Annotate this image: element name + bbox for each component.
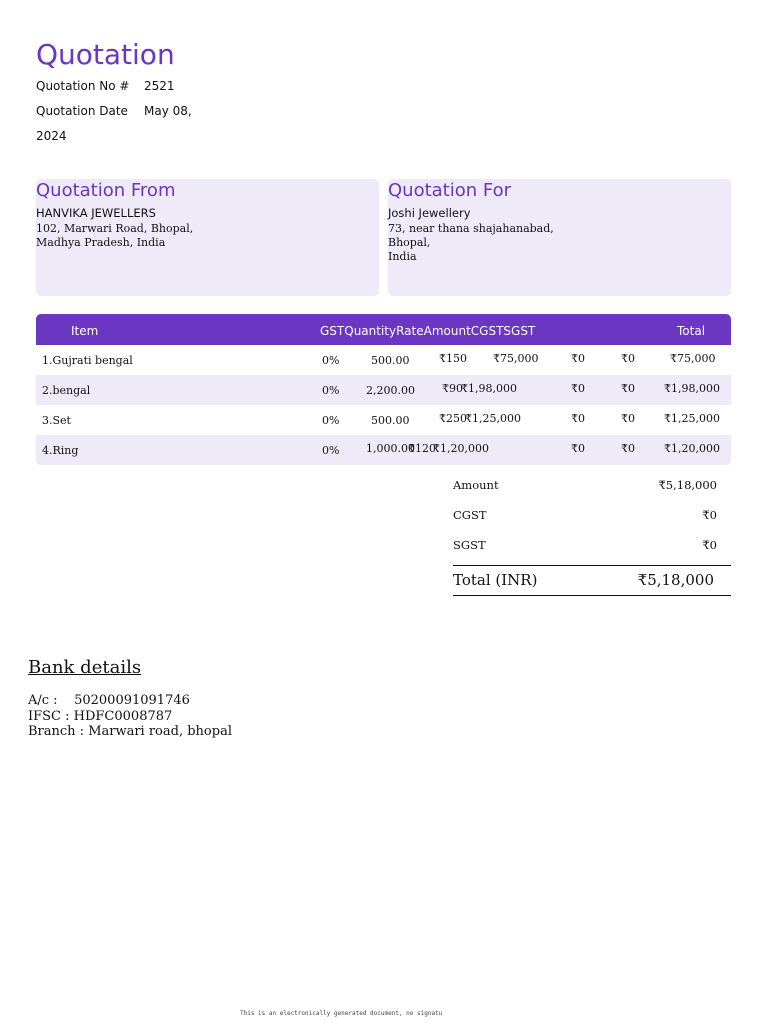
- cell-item: 2.bengal: [42, 384, 91, 397]
- grand-total-value: ₹5,18,000: [637, 571, 714, 589]
- cell-qty: 500.00: [371, 354, 410, 367]
- seller-address: [36, 222, 236, 250]
- cell-rate: ₹90: [442, 382, 463, 395]
- table-row: [36, 345, 731, 375]
- quotation-date-label: Quotation Date: [36, 104, 128, 118]
- grand-total: [453, 565, 731, 596]
- cell-gst: 0%: [322, 354, 340, 367]
- cell-rate: ₹150: [439, 352, 467, 365]
- cell-qty: 500.00: [371, 414, 410, 427]
- quotation-for-heading: Quotation For: [388, 180, 512, 201]
- cell-item: 3.Set: [42, 414, 71, 427]
- cell-qty: 2,200.00: [366, 384, 415, 397]
- footer-note: This is an electronically generated document, no signatu: [240, 1010, 443, 1017]
- cell-total: ₹75,000: [670, 352, 716, 365]
- cell-total: ₹1,20,000: [664, 442, 720, 455]
- totals-cgst-label: CGST: [453, 508, 487, 522]
- totals-sgst: [453, 538, 731, 568]
- cell-gst: 0%: [322, 414, 340, 427]
- header-item: Item: [71, 324, 99, 338]
- buyer-name: Joshi Jewellery: [388, 206, 471, 220]
- quotation-number: [36, 79, 175, 93]
- bank-details-heading: Bank details: [28, 657, 142, 678]
- cell-item: 4.Ring: [42, 444, 79, 457]
- cell-cgst: ₹0: [571, 412, 585, 425]
- totals-cgst-value: ₹0: [702, 508, 717, 522]
- cell-qty: 1,000.00: [366, 442, 415, 455]
- bank-ifsc: IFSC : HDFC0008787: [28, 709, 173, 724]
- header-total: Total: [677, 324, 706, 338]
- quotation-for-panel: [388, 179, 731, 296]
- cell-amount: ₹1,25,000: [465, 412, 521, 425]
- cell-sgst: ₹0: [621, 352, 635, 365]
- table-row: [36, 375, 731, 405]
- totals-amount: [453, 478, 731, 508]
- quotation-number-value: 2521: [144, 79, 175, 93]
- quotation-date-value: May 08,: [144, 104, 192, 118]
- cell-rate: ₹250: [439, 412, 467, 425]
- header-middle: GSTQuantityRateAmountCGSTSGST: [320, 324, 536, 338]
- cell-sgst: ₹0: [621, 442, 635, 455]
- cell-item: 1.Gujrati bengal: [42, 354, 133, 367]
- quotation-from-heading: Quotation From: [36, 180, 176, 201]
- totals-amount-label: Amount: [453, 478, 499, 492]
- buyer-address-line1: 73, near thana shajahanabad, Bhopal,: [388, 222, 554, 249]
- cell-gst: 0%: [322, 384, 340, 397]
- buyer-address: [388, 222, 588, 264]
- quotation-date: [36, 104, 192, 118]
- buyer-address-line2: India: [388, 250, 417, 263]
- items-table-header: [36, 314, 731, 345]
- cell-total: ₹1,98,000: [664, 382, 720, 395]
- cell-cgst: ₹0: [571, 352, 585, 365]
- bank-branch: Branch : Marwari road, bhopal: [28, 724, 232, 739]
- quotation-number-label: Quotation No #: [36, 79, 130, 93]
- quotation-from-panel: [36, 179, 379, 296]
- table-row: [36, 435, 731, 465]
- seller-address-line2: Madhya Pradesh, India: [36, 236, 166, 249]
- cell-sgst: ₹0: [621, 382, 635, 395]
- page-title: Quotation: [36, 38, 175, 71]
- quotation-date-year: 2024: [36, 129, 67, 143]
- totals-sgst-label: SGST: [453, 538, 486, 552]
- cell-cgst: ₹0: [571, 382, 585, 395]
- totals-cgst: [453, 508, 731, 538]
- seller-name: HANVIKA JEWELLERS: [36, 206, 156, 220]
- table-row: [36, 405, 731, 435]
- cell-amount: ₹1,98,000: [461, 382, 517, 395]
- totals-summary: [453, 478, 731, 568]
- cell-gst: 0%: [322, 444, 340, 457]
- cell-total: ₹1,25,000: [664, 412, 720, 425]
- bank-account: A/c : 50200091091746: [28, 693, 190, 708]
- items-table: [36, 314, 731, 465]
- seller-address-line1: 102, Marwari Road, Bhopal,: [36, 222, 194, 235]
- cell-rate: ₹120: [408, 442, 436, 455]
- cell-sgst: ₹0: [621, 412, 635, 425]
- grand-total-label: Total (INR): [453, 571, 538, 589]
- cell-amount: ₹1,20,000: [433, 442, 489, 455]
- totals-amount-value: ₹5,18,000: [658, 478, 717, 492]
- cell-amount: ₹75,000: [493, 352, 539, 365]
- cell-cgst: ₹0: [571, 442, 585, 455]
- totals-sgst-value: ₹0: [702, 538, 717, 552]
